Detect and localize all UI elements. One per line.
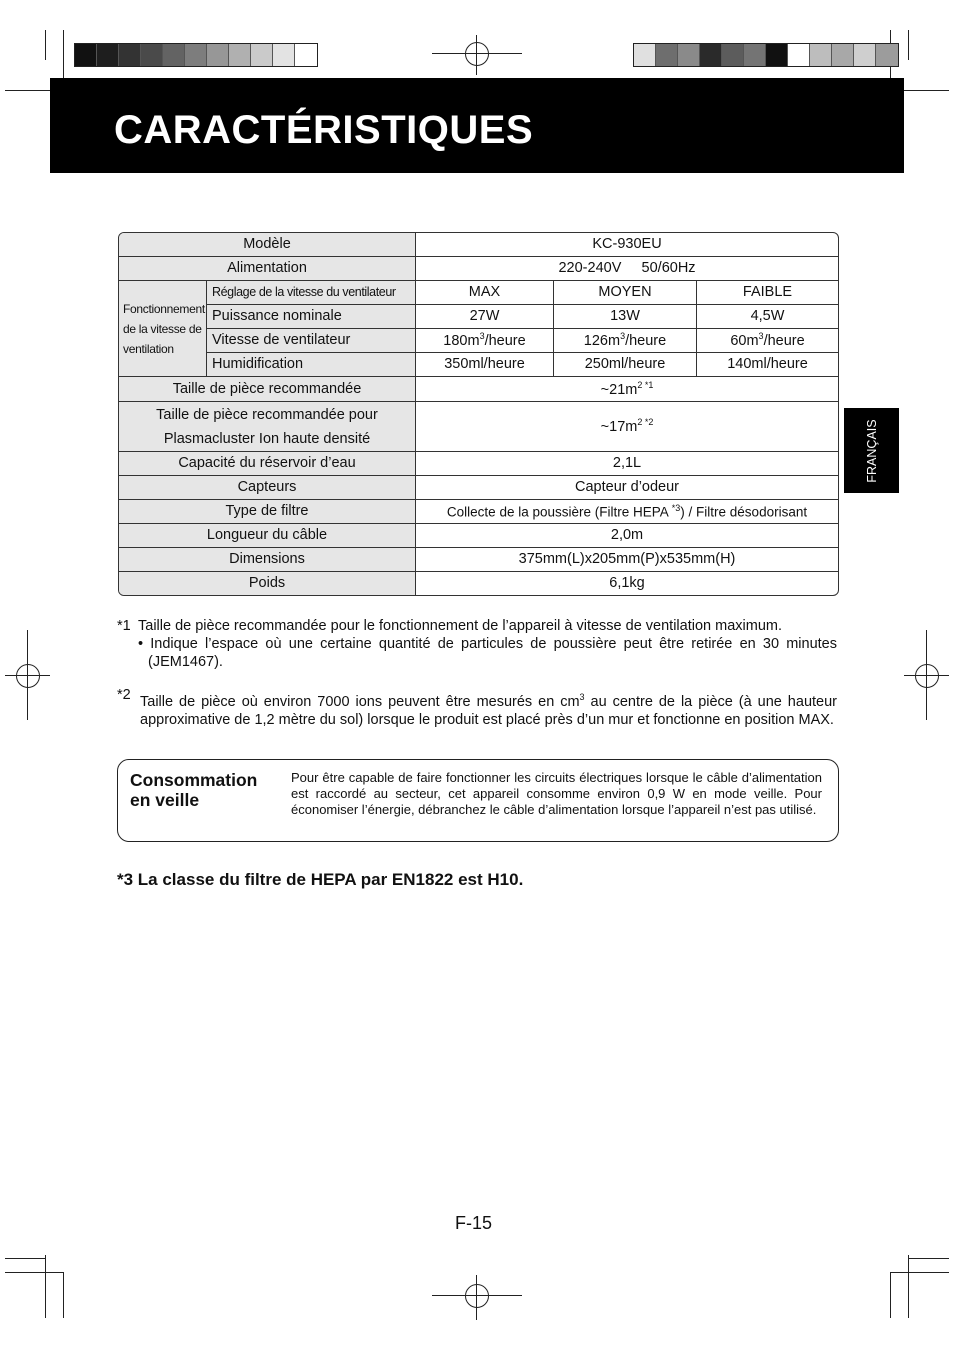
color-bar-right-swatch xyxy=(656,44,678,66)
spec-value: 375mm(L)x205mm(P)x535mm(H) xyxy=(416,548,838,572)
footnote-1-mark: *1 xyxy=(117,618,131,634)
color-bar-right-swatch xyxy=(634,44,656,66)
color-bar-right-swatch xyxy=(722,44,744,66)
color-bar-left-swatch xyxy=(229,44,251,66)
page-number: F-15 xyxy=(455,1213,493,1233)
footnote-2-text: Taille de pièce où environ 7000 ions peuvent être mesurés en $cm^3$ au centre de la pièce (à une hauteur approximative de 1,2 mètre du sol) lorsque le produit est placé près d’un mur et fonctionne en position MAX. xyxy=(140,692,837,728)
spec-value: 140ml/heure xyxy=(697,353,838,377)
spec-value: 4,5W xyxy=(697,305,838,329)
table-row xyxy=(119,257,838,281)
spec-label: Taille de pièce recommandée xyxy=(119,377,416,402)
color-bar-left-swatch xyxy=(163,44,185,66)
hepa-class-note: *3 La classe du filtre de HEPA par EN1822 est H10. xyxy=(117,870,524,889)
table-row xyxy=(119,572,838,595)
spec-label: Taille de pièce recommandée pour Plasmacluster Ion haute densité xyxy=(119,402,416,452)
color-bar-left-swatch xyxy=(185,44,207,66)
spec-value: 250ml/heure xyxy=(554,353,697,377)
table-row xyxy=(119,524,838,548)
spec-value: MAX xyxy=(416,281,554,305)
color-bar-left-swatch xyxy=(75,44,97,66)
color-bar-right-swatch xyxy=(810,44,832,66)
spec-value: Capteur d’odeur xyxy=(416,476,838,500)
table-row xyxy=(119,476,838,500)
page-title: CARACTÉRISTIQUES xyxy=(114,108,534,152)
spec-value: 350ml/heure xyxy=(416,353,554,377)
spec-value: KC-930EU xyxy=(416,233,838,257)
language-tab xyxy=(844,408,899,493)
spec-value: $\sim 21m^{2 *1}$ xyxy=(416,377,838,402)
color-bar-right-swatch xyxy=(678,44,700,66)
header-band xyxy=(50,78,904,173)
spec-label: Dimensions xyxy=(119,548,416,572)
table-row xyxy=(119,233,838,257)
spec-value: 13W xyxy=(554,305,697,329)
spec-value: $\sim 17m^{2 *2}$ xyxy=(416,402,838,452)
spec-value: 2,1L xyxy=(416,452,838,476)
spec-label: Humidification xyxy=(207,353,416,377)
spec-label: Puissance nominale xyxy=(207,305,416,329)
color-bar-left-swatch xyxy=(97,44,119,66)
standby-text: Pour être capable de faire fonctionner les circuits électriques lorsque le câble d’alimentation est raccordé au secteur, cet appareil consomme environ 0,9 W en mode veille. Pour économiser l’énergie, débranchez le câble d’alimentation lorsque l’appareil n’est pas utilisé. xyxy=(291,770,822,817)
color-bar-right-swatch xyxy=(744,44,766,66)
spec-value: $126m^3$/heure xyxy=(554,329,697,353)
table-row xyxy=(119,500,838,524)
color-bar-left-swatch xyxy=(119,44,141,66)
footnote-2-mark: *2 xyxy=(117,687,131,703)
spec-label: Alimentation xyxy=(119,257,416,281)
spec-value: 6,1kg xyxy=(609,575,645,592)
table-row xyxy=(119,452,838,476)
color-bar-right-swatch xyxy=(876,44,898,66)
standby-consumption-box xyxy=(117,759,839,842)
specifications-table xyxy=(118,232,839,596)
color-bar-left-swatch xyxy=(207,44,229,66)
table-row xyxy=(119,548,838,572)
spec-label: Capteurs xyxy=(119,476,416,500)
color-bar-left-swatch xyxy=(295,44,317,66)
spec-label: Réglage de la vitesse du ventilateur xyxy=(207,281,416,305)
color-bar-left-swatch xyxy=(141,44,163,66)
table-row xyxy=(119,353,838,377)
frequency-value: 50/60Hz xyxy=(641,260,696,277)
language-tab-label: FRANÇAIS xyxy=(864,418,879,483)
spec-value: $60m^3$/heure xyxy=(697,329,838,353)
table-row xyxy=(119,402,838,452)
color-bar-left xyxy=(74,43,318,67)
spec-label: Longueur du câble xyxy=(119,524,416,548)
table-row xyxy=(119,329,838,353)
spec-value: $180m^3$/heure xyxy=(416,329,554,353)
spec-value xyxy=(416,257,838,281)
spec-label: Poids xyxy=(119,572,416,595)
color-bar-right-swatch xyxy=(700,44,722,66)
spec-value: MOYEN xyxy=(554,281,697,305)
color-bar-right-swatch xyxy=(832,44,854,66)
color-bar-right xyxy=(633,43,899,67)
footnote-1-text: Taille de pièce recommandée pour le fonctionnement de l’appareil à vitesse de ventilation maximum. xyxy=(138,618,782,634)
table-row xyxy=(119,305,838,329)
color-bar-left-swatch xyxy=(251,44,273,66)
spec-value: 2,0m xyxy=(416,524,838,548)
spec-label: Type de filtre xyxy=(119,500,416,524)
color-bar-right-swatch xyxy=(766,44,788,66)
table-row xyxy=(119,281,838,305)
spec-label: Capacité du réservoir d’eau xyxy=(119,452,416,476)
fan-operation-group-label: Fonctionnement de la vitesse de ventilation xyxy=(119,281,207,377)
color-bar-right-swatch xyxy=(788,44,810,66)
spec-label: Vitesse de ventilateur xyxy=(207,329,416,353)
color-bar-right-swatch xyxy=(854,44,876,66)
standby-title: Consommation en veille xyxy=(130,770,258,810)
spec-label: Modèle xyxy=(119,233,416,257)
footnote-1-bullet: • Indique l’espace où une certaine quantité de particules de poussière peut être retirée en 30 minutes (JEM1467). xyxy=(138,636,837,670)
spec-value: 27W xyxy=(416,305,554,329)
color-bar-left-swatch xyxy=(273,44,295,66)
voltage-value: 220-240V xyxy=(558,260,622,277)
table-row xyxy=(119,377,838,402)
spec-value: Collecte de la poussière (Filtre HEPA $^{*3}$) / Filtre désodorisant xyxy=(416,500,838,524)
spec-value: FAIBLE xyxy=(697,281,838,305)
